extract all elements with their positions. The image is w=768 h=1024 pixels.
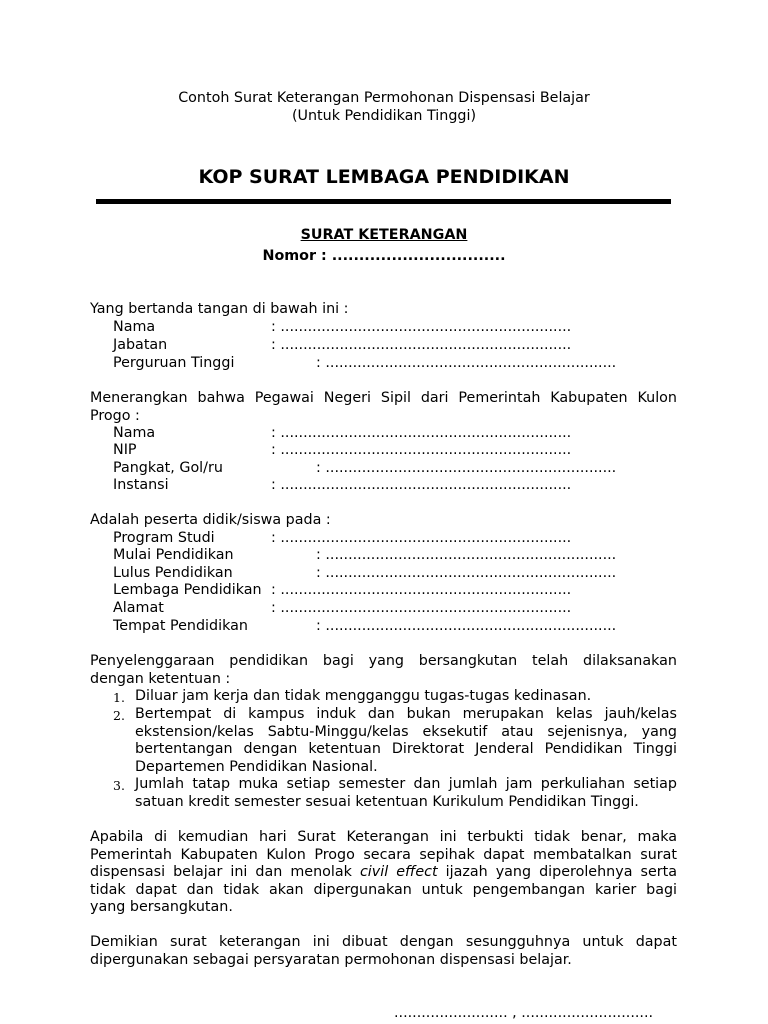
field-value: : ................................................................ — [271, 530, 572, 546]
text-line: Jumlah tatap muka setiap semester dan jumlah jam perkuliahan setiap — [135, 776, 677, 792]
field-label: Mulai Pendidikan — [113, 547, 234, 563]
field-value: : ................................................................ — [316, 355, 617, 371]
signature-place-date: ......................... , ............................. — [394, 1005, 654, 1021]
field-value: : ................................................................ — [316, 460, 617, 476]
field-label: Lembaga Pendidikan — [113, 582, 262, 598]
field-value: : ................................................................ — [316, 618, 617, 634]
field-label: Jabatan — [113, 337, 168, 353]
letter-number: Nomor : ................................ — [262, 248, 506, 264]
list-item-text — [135, 706, 677, 776]
list-number: 1. — [113, 690, 125, 705]
field-label: Program Studi — [113, 530, 215, 546]
field-value: : ................................................................ — [271, 600, 572, 616]
text-segment: ijazah yang diperolehnya serta — [437, 864, 677, 880]
text-line: dengan ketentuan : — [90, 670, 231, 687]
field-value: : ................................................................ — [271, 425, 572, 441]
annulment-paragraph — [90, 829, 677, 917]
field-label: Tempat Pendidikan — [113, 618, 248, 634]
text-line: Demikian surat keterangan ini dibuat dengan sesungguhnya untuk dapat — [90, 934, 677, 950]
text-line: Menerangkan bahwa Pegawai Negeri Sipil dari Pemerintah Kabupaten Kulon — [90, 390, 677, 406]
text-line: Departemen Pendidikan Nasional. — [135, 758, 378, 775]
closing-paragraph — [90, 934, 677, 969]
provisions-intro — [90, 653, 677, 688]
field-label: Perguruan Tinggi — [113, 355, 235, 371]
text-segment: dispensasi belajar ini dan menolak — [90, 864, 360, 880]
field-value: : ................................................................ — [316, 565, 617, 581]
document-subtitle-line2: (Untuk Pendidikan Tinggi) — [291, 108, 477, 124]
text-line: Progo : — [90, 407, 140, 424]
text-line: Pemerintah Kabupaten Kulon Progo secara sepihak dapat membatalkan surat — [90, 846, 677, 863]
field-label: Nama — [113, 319, 156, 335]
field-value: : ................................................................ — [271, 319, 572, 335]
list-number: 3. — [113, 778, 125, 793]
field-label: Pangkat, Gol/ru — [113, 460, 223, 476]
document-subtitle-line1: Contoh Surat Keterangan Permohonan Dispensasi Belajar — [178, 90, 590, 106]
field-value: : ................................................................ — [271, 442, 572, 458]
field-value: : ................................................................ — [271, 337, 572, 353]
employee-intro — [90, 390, 677, 425]
text-line: tidak dapat dan tidak akan dipergunakan untuk pengembangan karier bagi — [90, 881, 677, 898]
text-line: satuan kredit semester sesuai ketentuan Kurikulum Pendidikan Tinggi. — [135, 793, 639, 810]
list-number: 2. — [113, 708, 125, 723]
field-label: Nama — [113, 425, 156, 441]
field-value: : ................................................................ — [271, 582, 572, 598]
signer-intro: Yang bertanda tangan di bawah ini : — [90, 301, 349, 317]
list-item-text: Diluar jam kerja dan tidak mengganggu tugas-tugas kedinasan. — [135, 688, 592, 704]
field-label: Instansi — [113, 477, 169, 493]
italic-term: civil effect — [359, 864, 438, 880]
field-label: NIP — [113, 442, 137, 458]
list-item-text — [135, 776, 677, 811]
student-intro: Adalah peserta didik/siswa pada : — [90, 512, 331, 528]
field-value: : ................................................................ — [271, 477, 572, 493]
letter-heading: SURAT KETERANGAN — [300, 227, 468, 243]
letterhead-title: KOP SURAT LEMBAGA PENDIDIKAN — [198, 166, 570, 188]
text-line: bertentangan dengan ketentuan Direktorat Jenderal Pendidikan Tinggi — [135, 741, 677, 757]
field-label: Lulus Pendidikan — [113, 565, 233, 581]
text-line: Bertempat di kampus induk dan bukan merupakan kelas jauh/kelas — [135, 706, 677, 722]
letterhead-rule — [96, 199, 671, 204]
text-line — [90, 864, 677, 882]
text-line: dipergunakan sebagai persyaratan permohonan dispensasi belajar. — [90, 951, 572, 968]
text-line: Penyelenggaraan pendidikan bagi yang bersangkutan telah dilaksanakan — [90, 653, 677, 669]
text-line: yang bersangkutan. — [90, 899, 233, 915]
field-value: : ................................................................ — [316, 547, 617, 563]
text-line: ekstension/kelas Sabtu-Minggu/kelas eksekutif atau sejenisnya, yang — [135, 723, 677, 740]
field-label: Alamat — [113, 600, 164, 616]
text-line: Apabila di kemudian hari Surat Keterangan ini terbukti tidak benar, maka — [90, 829, 677, 845]
